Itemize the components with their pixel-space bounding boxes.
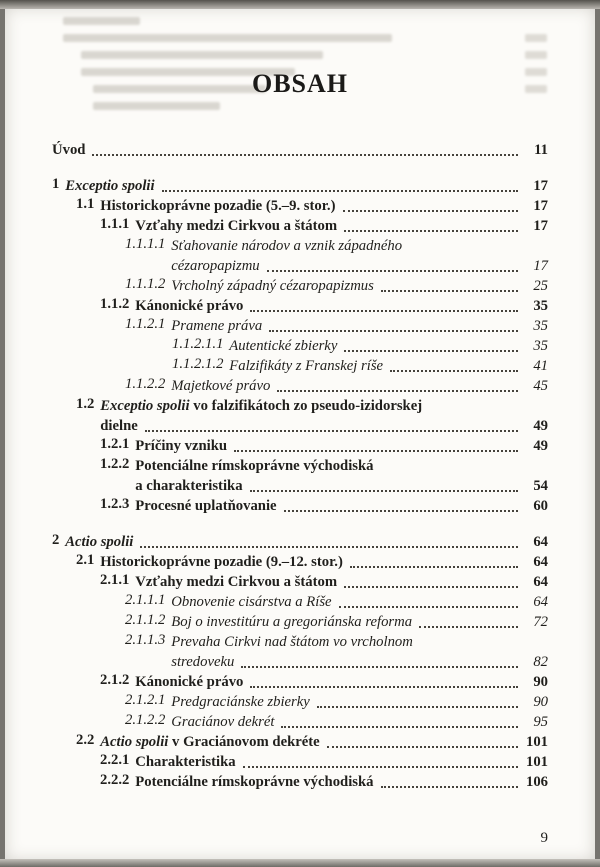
toc-entry-page: 25: [533, 278, 548, 294]
toc-entry-text: Vzťahy medzi Cirkvou a štátom: [135, 218, 338, 234]
toc-entry: [52, 612, 548, 632]
toc-entry-page: 95: [533, 714, 548, 730]
toc-entry-number: 2.2.2: [100, 772, 130, 788]
dotted-leader: [162, 176, 518, 192]
toc-entry-page: 49: [533, 438, 548, 454]
dotted-leader: [344, 336, 518, 352]
toc-entry: [52, 532, 548, 552]
toc-entry-number: 2.1.2.1: [125, 692, 166, 708]
toc-entry: [52, 276, 548, 296]
page-number: 9: [540, 830, 548, 846]
toc-entry-number: 2.1.2.2: [125, 712, 166, 728]
toc-entry-text: Exceptio spolii: [65, 178, 155, 194]
toc-entry: [52, 572, 548, 592]
toc-entry-page: 17: [533, 258, 548, 274]
dotted-leader: [92, 140, 518, 156]
toc-entry-text: Actio spolii: [65, 534, 134, 550]
toc-entry-number: 2.1.1.2: [125, 612, 166, 628]
page-sheet: [5, 7, 595, 861]
toc-entry-page: 11: [534, 142, 548, 158]
toc-entry: [52, 772, 548, 792]
dotted-leader: [145, 416, 518, 432]
toc-entry-text: Sťahovanie národov a vznik západného: [171, 238, 403, 254]
toc-entry-number: 1.1.1: [100, 216, 130, 232]
toc-entry-page: 17: [533, 198, 548, 214]
toc-entry: [52, 316, 548, 336]
dotted-leader: [241, 652, 518, 668]
toc-entry-text: Pramene práva: [171, 318, 263, 334]
toc-entry-page: 90: [533, 674, 548, 690]
toc-entry-number: 1: [52, 176, 60, 192]
toc-entry-page: 72: [533, 614, 548, 630]
toc-entry-number: 1.2.1: [100, 436, 130, 452]
toc-entry-number: 1.2.2: [100, 456, 130, 472]
toc-entry-number: 1.1.2.1.2: [172, 356, 224, 372]
toc-entry-page: 90: [533, 694, 548, 710]
toc-entry-text: cézaropapizmu: [171, 258, 260, 274]
toc-entry: [52, 712, 548, 732]
toc-entry: [52, 632, 548, 672]
toc-entry: [52, 436, 548, 456]
toc-entry: [52, 176, 548, 196]
toc-entry-page: 41: [533, 358, 548, 374]
dotted-leader: [267, 256, 518, 272]
toc-entry-text: Historickoprávne pozadie (5.–9. stor.): [100, 198, 336, 214]
toc-entry-text: Boj o investitúru a gregoriánska reforma: [171, 614, 413, 630]
toc-entry: [52, 336, 548, 356]
toc-entry-text: Procesné uplatňovanie: [135, 498, 277, 514]
toc-entry-text: Príčiny vzniku: [135, 438, 228, 454]
scan-edge-top: [0, 0, 600, 9]
dotted-leader: [419, 612, 518, 628]
toc-entry: [52, 376, 548, 396]
toc-entry-page: 64: [533, 534, 548, 550]
toc-entry-text: Potenciálne rímskoprávne východiská: [135, 774, 374, 790]
dotted-leader: [234, 436, 518, 452]
toc-entry-number: 1.2.3: [100, 496, 130, 512]
scan-edge-bottom: [0, 859, 600, 867]
toc-entry-text: Vzťahy medzi Cirkvou a štátom: [135, 574, 338, 590]
toc-entry-number: 2.1.1.3: [125, 632, 166, 648]
toc-entry-text: Prevaha Cirkvi nad štátom vo vrcholnom: [171, 634, 413, 650]
toc-entry-number: 1.1.1.1: [125, 236, 166, 252]
toc-entry: [52, 296, 548, 316]
dotted-leader: [243, 752, 518, 768]
toc-entry-page: 60: [533, 498, 548, 514]
toc-entry-number: 1.1.2: [100, 296, 130, 312]
toc-entry-text: Vrcholný západný cézaropapizmus: [171, 278, 374, 294]
dotted-leader: [350, 552, 518, 568]
dotted-leader: [390, 356, 518, 372]
toc-entry-text: Majetkové právo: [171, 378, 271, 394]
toc-entry-text: Actio spolii v Graciánovom dekréte: [100, 734, 320, 750]
dotted-leader: [343, 196, 519, 212]
dotted-leader: [269, 316, 518, 332]
toc-entry-number: 2.2: [76, 732, 95, 748]
toc-entry-page: 64: [533, 554, 548, 570]
toc-entry-page: 101: [525, 734, 548, 750]
toc-entry-text: a charakteristika: [135, 478, 243, 494]
toc-entry-number: 1.1.2.1: [125, 316, 166, 332]
dotted-leader: [140, 532, 518, 548]
toc-entry-text: Kánonické právo: [135, 674, 244, 690]
toc-entry-text: Kánonické právo: [135, 298, 244, 314]
dotted-leader: [250, 296, 518, 312]
toc-entry: [52, 196, 548, 216]
toc-entry: [52, 672, 548, 692]
toc-entry-text: Potenciálne rímskoprávne východiská: [135, 458, 374, 474]
toc-entry-page: 64: [533, 594, 548, 610]
toc-entry-page: 54: [533, 478, 548, 494]
toc-entry-page: 17: [533, 218, 548, 234]
dotted-leader: [317, 692, 518, 708]
toc-entry-text: Charakteristika: [135, 754, 236, 770]
toc-entry-page: 45: [533, 378, 548, 394]
toc-entry-page: 35: [533, 338, 548, 354]
toc-entry: [52, 496, 548, 516]
toc-entry-number: 2.2.1: [100, 752, 130, 768]
dotted-leader: [250, 672, 518, 688]
toc-entry-text: Predgraciánske zbierky: [171, 694, 310, 710]
toc-entry-number: 2: [52, 532, 60, 548]
toc-entry: [52, 732, 548, 752]
toc-entry-text: stredoveku: [171, 654, 235, 670]
dotted-leader: [327, 732, 518, 748]
dotted-leader: [339, 592, 518, 608]
toc-entry-number: 2.1.1: [100, 572, 130, 588]
toc-entry: [52, 752, 548, 772]
toc-entry-page: 49: [533, 418, 548, 434]
toc-entry-page: 35: [533, 298, 548, 314]
dotted-leader: [250, 476, 518, 492]
toc-entry-page: 82: [533, 654, 548, 670]
toc-entry-number: 1.1.1.2: [125, 276, 166, 292]
toc-entry-text: Historickoprávne pozadie (9.–12. stor.): [100, 554, 343, 570]
toc-entry-page: 17: [533, 178, 548, 194]
toc-list: [52, 140, 548, 792]
toc-entry-text: Falzifikáty z Franskej ríše: [229, 358, 384, 374]
toc-entry-text: Exceptio spolii vo falzifikátoch zo pseudo-izidorskej: [100, 398, 423, 414]
toc-entry-text: dielne: [100, 418, 138, 434]
toc-entry-number: 1.1.2.1.1: [172, 336, 224, 352]
toc-entry-number: 2.1.1.1: [125, 592, 166, 608]
toc-entry-number: 2.1: [76, 552, 95, 568]
dotted-leader: [344, 216, 518, 232]
dotted-leader: [277, 376, 518, 392]
toc-entry: [52, 456, 548, 496]
dotted-leader: [284, 496, 518, 512]
toc-entry: [52, 592, 548, 612]
toc-entry-page: 101: [525, 754, 548, 770]
toc-entry: [52, 216, 548, 236]
toc-entry: [52, 552, 548, 572]
toc-entry-text: Graciánov dekrét: [171, 714, 275, 730]
toc-entry-number: 1.1: [76, 196, 95, 212]
toc-entry-text: Autentické zbierky: [229, 338, 338, 354]
toc-entry-page: 35: [533, 318, 548, 334]
toc-entry: [52, 396, 548, 436]
toc-entry-number: 2.1.2: [100, 672, 130, 688]
dotted-leader: [381, 772, 518, 788]
toc-entry: [52, 140, 548, 160]
toc-entry-page: 64: [533, 574, 548, 590]
toc-entry: [52, 692, 548, 712]
toc-entry-number: 1.2: [76, 396, 95, 412]
dotted-leader: [344, 572, 518, 588]
page-title: OBSAH: [251, 69, 349, 98]
toc-entry: [52, 236, 548, 276]
toc-entry-text: Úvod: [52, 142, 86, 158]
toc-entry: [52, 356, 548, 376]
dotted-leader: [381, 276, 518, 292]
toc-entry-page: 106: [525, 774, 548, 790]
toc-entry-number: 1.1.2.2: [125, 376, 166, 392]
toc-entry-text: Obnovenie cisárstva a Ríše: [171, 594, 332, 610]
dotted-leader: [281, 712, 518, 728]
